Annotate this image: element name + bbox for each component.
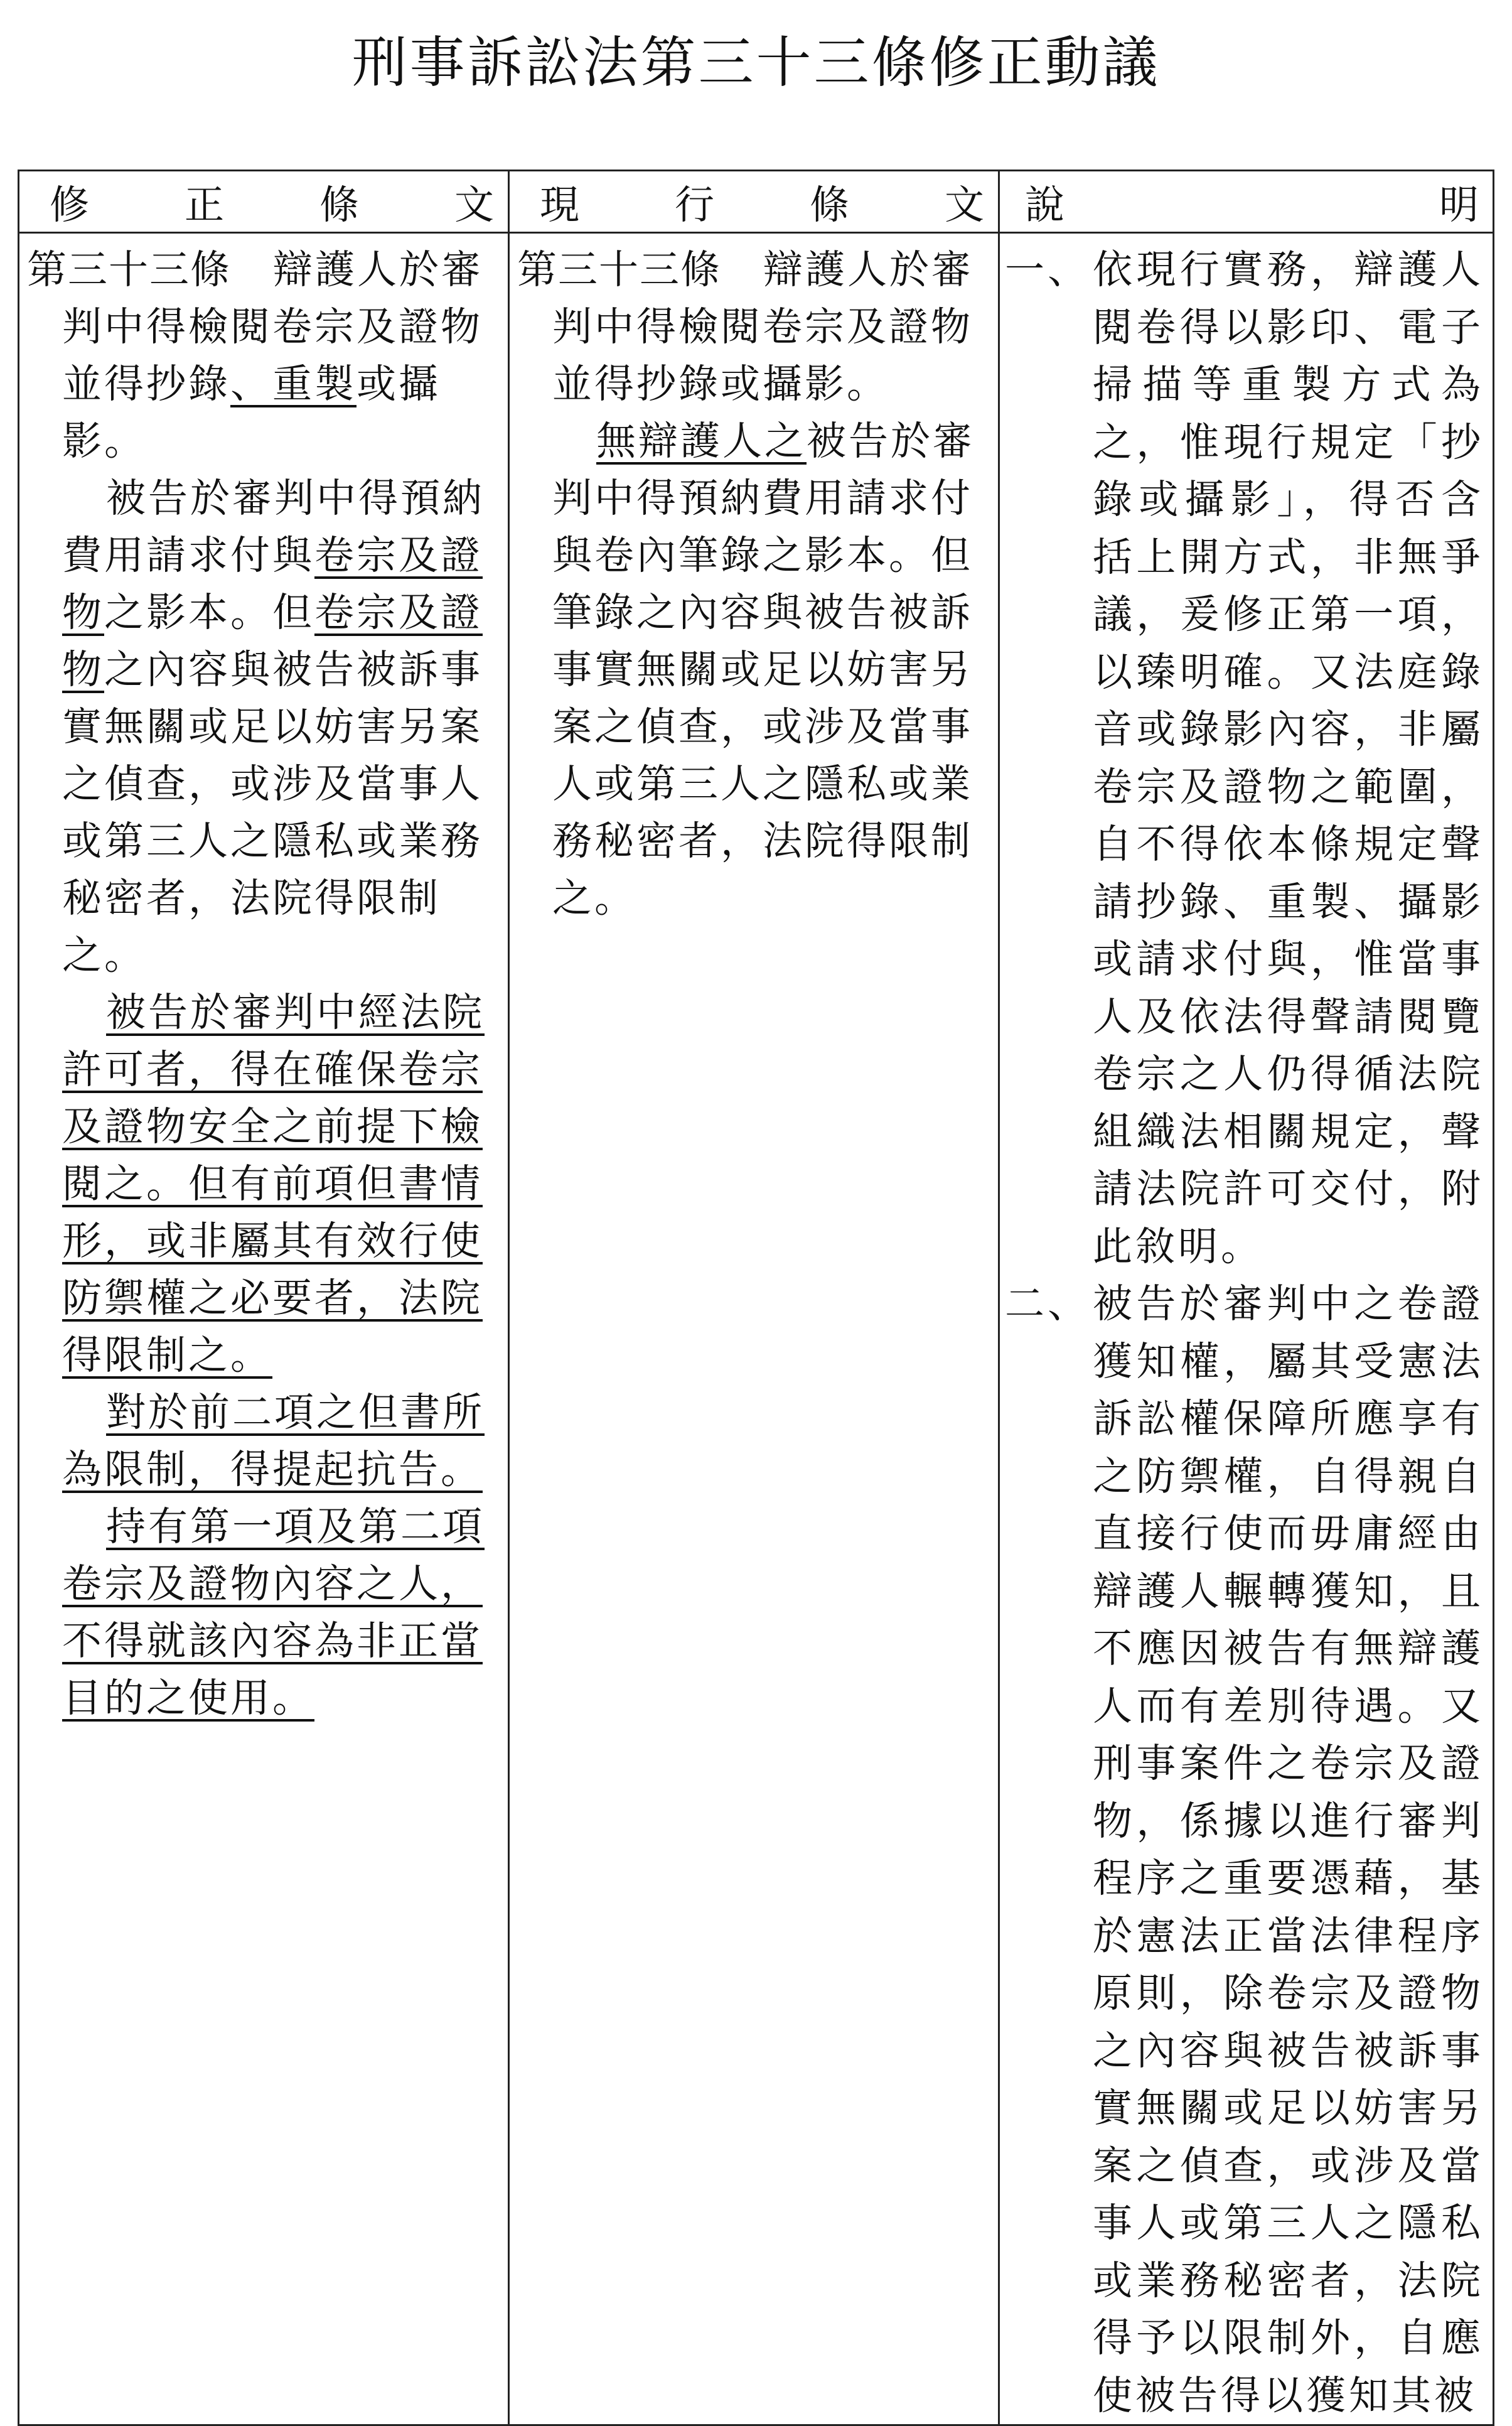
- text-run: 辯護人於審判中得檢閱卷宗及證物並得抄錄或攝影。: [552, 247, 973, 407]
- table-body-row: [19, 233, 1494, 2425]
- text-run: 辯護人於審判中得檢閱卷宗及證物並得抄錄: [62, 247, 483, 407]
- text-run: 之影本。但: [104, 590, 314, 635]
- amended-paragraph-1: [27, 241, 494, 470]
- amendment-table: [18, 170, 1494, 2426]
- amended-paragraph-4: [27, 1384, 494, 1498]
- text-run: 被告於審判中得預納費用請求付與: [62, 475, 485, 578]
- amended-insertion: 、重製: [230, 361, 357, 407]
- text-run: 被告於審判中得預納費用請求付與卷內筆錄之影本。但筆錄之內容與被告被訴事實無關或足以妨害另案之偵查，或涉及當事人或第三人之隱私或業務秘密者，法院得限制之。: [552, 418, 975, 921]
- header-char: 行: [675, 181, 714, 228]
- header-char: 文: [945, 181, 984, 228]
- table-header-row: [19, 171, 1494, 233]
- article-number: 第三十三條: [27, 247, 231, 293]
- amended-text-cell: [19, 233, 509, 2425]
- amended-insertion: 卷宗及證物: [62, 532, 483, 635]
- item-number: 一、: [1005, 247, 1090, 293]
- amended-paragraph-2: [27, 470, 494, 984]
- amended-insertion: 對於前二項之但書所為限制，得提起抗告。: [62, 1389, 485, 1492]
- amended-insertion: 持有第一項及第二項卷宗及證物內容之人，不得就該內容為非正當目的之使用。: [62, 1504, 485, 1721]
- document-title: 刑事訴訟法第三十三條修正動議: [351, 30, 1161, 95]
- header-char: 說: [1025, 181, 1064, 228]
- header-char: 正: [185, 181, 224, 228]
- item-text: 被告於審判中之卷證獲知權，屬其受憲法訴訟權保障所應享有之防禦權，自得親自直接行使而毋庸經由辯護人輾轉獲知，且不應因被告有無辯護人而有差別待遇。又刑事案件之卷宗及證物，係據以進行審判程序之重要憑藉，基於憲法正當法律程序原則，除卷宗及證物之內容與被告被訴事實無關或足以妨害另案之偵查，或涉及當事人或第三人之隱私或業務秘密者，法院得予以限制外，自應使被告得以獲知其被: [1093, 1281, 1484, 2418]
- current-paragraph-2: [517, 412, 984, 927]
- explanation-item-1: [1005, 241, 1484, 1275]
- current-paragraph-1: [517, 241, 984, 412]
- text-run: 或攝影。: [62, 361, 441, 464]
- header-explanation: [999, 171, 1494, 233]
- explanation-item-2: [1005, 1275, 1484, 2424]
- amended-paragraph-5: [27, 1498, 494, 1727]
- article-number: 第三十三條: [517, 247, 721, 293]
- amended-insertion: 被告於審判中經法院許可者，得在確保卷宗及證物安全之前提下檢閱之。但有前項但書情形，或非屬其有效行使防禦權之必要者，法院得限制之。: [62, 989, 485, 1378]
- explanation-cell: [999, 233, 1494, 2425]
- current-text-cell: [509, 233, 999, 2425]
- header-char: 條: [810, 181, 849, 228]
- item-text: 依現行實務，辯護人閱卷得以影印、電子掃描等重製方式為之，惟現行規定「抄錄或攝影」，得否含括上開方式，非無爭議，爰修正第一項，以臻明確。又法庭錄音或錄影內容，非屬卷宗及證物之範圍，自不得依本條規定聲請抄錄、重製、攝影或請求付與，惟當事人及依法得聲請閱覽卷宗之人仍得循法院組織法相關規定，聲請法院許可交付，附此敘明。: [1093, 247, 1484, 1270]
- header-char: 明: [1439, 181, 1479, 228]
- header-char: 條: [319, 181, 359, 228]
- current-deletion-mark: 無辯護人之: [596, 418, 807, 464]
- header-current-text: [509, 171, 999, 233]
- text-run: 之內容與被告被訴事實無關或足以妨害另案之偵查，或涉及當事人或第三人之隱私或業務秘密者，法院得限制之。: [62, 647, 483, 978]
- header-char: 現: [540, 181, 579, 228]
- header-char: 修: [50, 181, 89, 228]
- amended-insertion: 卷宗及證物: [62, 590, 483, 693]
- item-number: 二、: [1005, 1281, 1090, 1327]
- header-char: 文: [454, 181, 494, 228]
- header-amended-text: [19, 171, 509, 233]
- amended-paragraph-3: [27, 984, 494, 1384]
